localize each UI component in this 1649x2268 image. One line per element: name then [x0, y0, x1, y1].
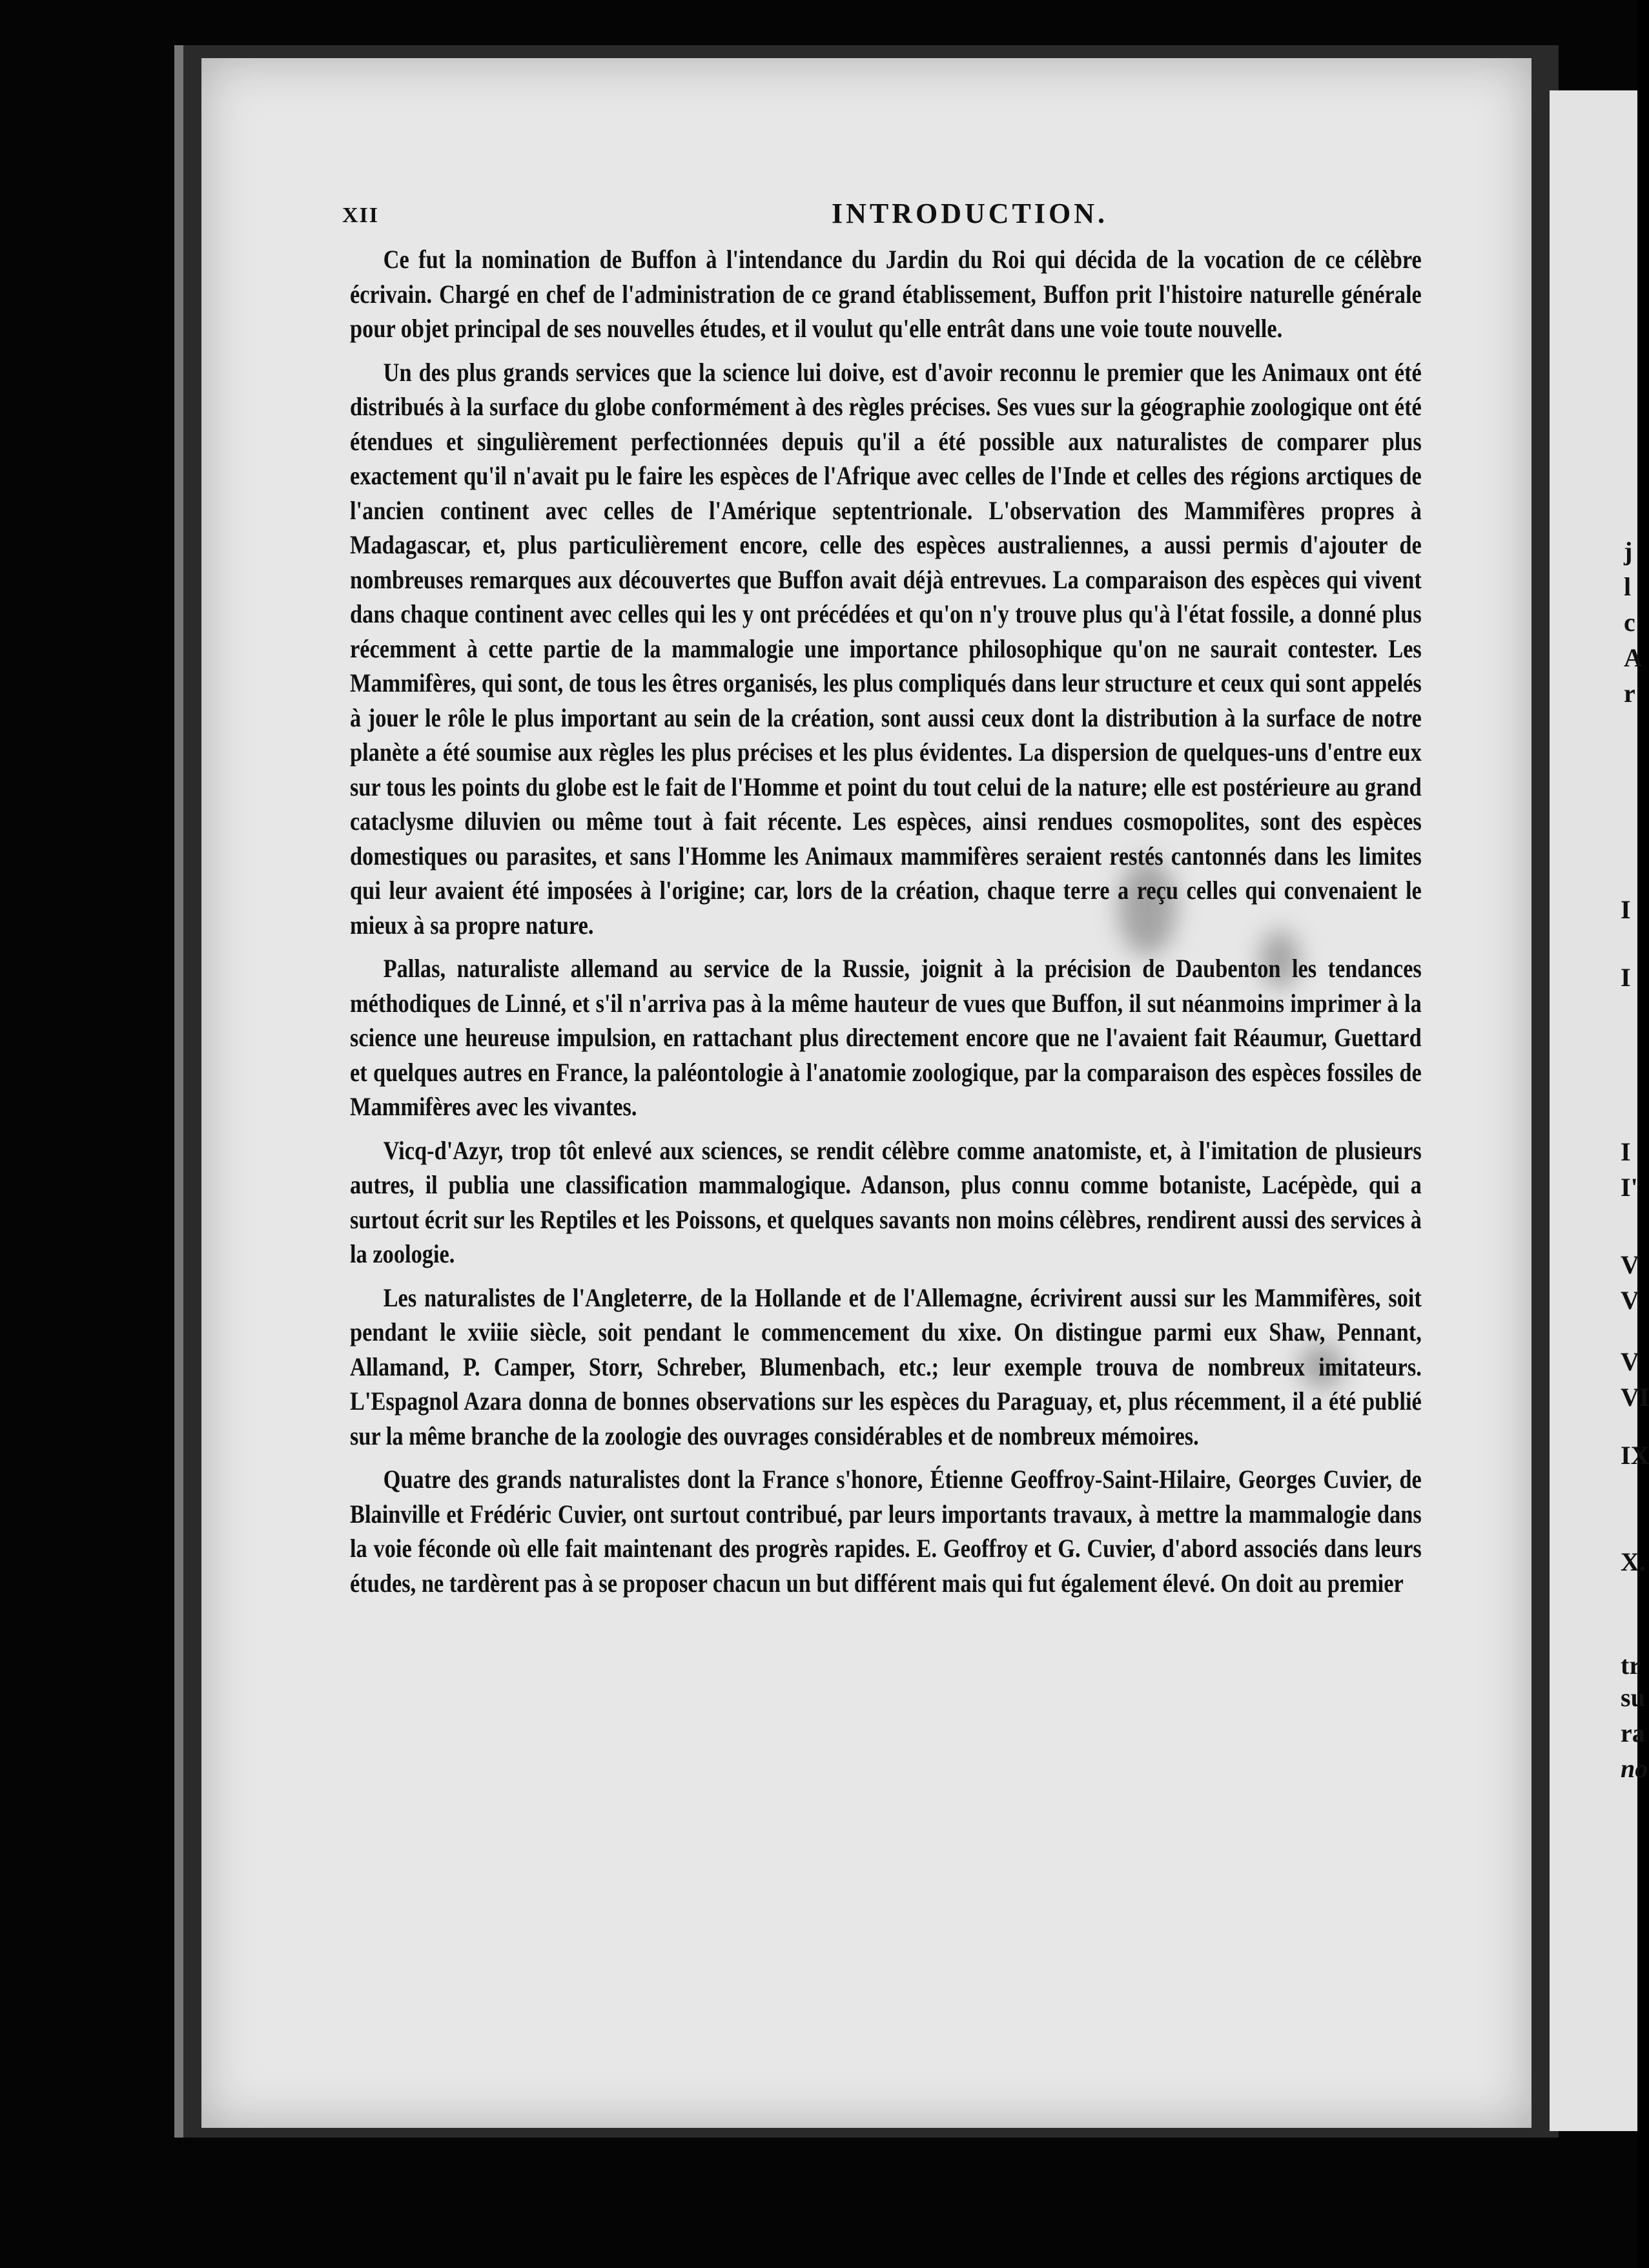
page-number: XII — [342, 203, 380, 227]
paragraph-6: Quatre des grands naturalistes dont la France s'honore, Étienne Geoffroy-Saint-Hilaire, Georges Cuvier, de Blainville et Frédéric Cuvier, ont surtout contribué, par leurs importants travaux, à mettre la mammalogie dans la voie féconde où elle fait maintenant des progrès rapides. E. Geoffroy et G. Cuvier, d'abord associés dans leurs études, ne tardèrent pas à se proposer chacun un but différent mais qui fut également élevé. On doit au premier — [350, 1465, 1422, 1598]
paragraph-5: Les naturalistes de l'Angleterre, de la Hollande et de l'Allemagne, écrivirent aussi sur les Mammifères, soit pendant le xviiie siècle, soit pendant le commencement du xixe. On distingue parmi eux Shaw, Pennant, Allamand, P. Camper, Storr, Schreber, Blumenbach, etc.; leur exemple trouva de nombreux imitateurs. L'Espagnol Azara donna de bonnes observations sur les espèces du Paraguay, et, plus récemment, il a été publié sur la même branche de la zoologie des ouvrages considérables et de nombreux mémoires. — [350, 1283, 1422, 1450]
right-page-fragment: I — [1621, 895, 1631, 924]
right-page-fragment: V — [1621, 1347, 1639, 1376]
right-page-fragment: tr — [1621, 1651, 1641, 1680]
right-page-fragment: X. — [1621, 1547, 1646, 1576]
paragraph-1: Ce fut la nomination de Buffon à l'intendance du Jardin du Roi qui décida de la vocation de ce célèbre écrivain. Chargé en chef de l'administration de ce grand établissement, Buffon prit l'histoire naturelle générale pour objet principal de ses nouvelles études, et il voulut qu'elle entrât dans une voie toute nouvelle. — [350, 245, 1422, 343]
right-page-edge — [1550, 90, 1649, 2131]
right-page-fragment: I' — [1621, 1173, 1638, 1202]
right-page-fragment: su — [1621, 1683, 1645, 1712]
running-head — [342, 197, 1422, 242]
right-page-fragment: IX — [1621, 1441, 1649, 1470]
page-content — [342, 197, 1422, 1609]
right-page-fragment: c — [1624, 608, 1635, 637]
paragraph-4: Vicq-d'Azyr, trop tôt enlevé aux sciences, se rendit célèbre comme anatomiste, et, à l'imitation de plusieurs autres, il publia une classification mammalogique. Adanson, plus connu comme botaniste, Lacépède, qui a surtout écrit sur les Reptiles et les Poissons, et quelques savants non moins célèbres, rendirent aussi des services à la zoologie. — [350, 1135, 1422, 1268]
page-title: INTRODUCTION. — [831, 198, 1109, 229]
right-page-fragment: j — [1624, 537, 1633, 566]
paragraph-3: Pallas, naturaliste allemand au service de la Russie, joignit à la précision de Daubenton les tendances méthodiques de Linné, et s'il n'arriva pas à la même hauteur de vues que Buffon, il sut néanmoins imprimer à la science une heureuse impulsion, en rattachant plus directement encore que ne l'avaient fait Réaumur, Guettard et quelques autres en France, la paléontologie à l'anatomie zoologique, par la comparaison des espèces fossiles de Mammifères avec les vivantes. — [350, 954, 1422, 1121]
right-page-fragment: VI — [1621, 1383, 1649, 1412]
right-page-fragment: V — [1621, 1286, 1639, 1315]
right-page-fragment: r — [1624, 679, 1635, 708]
right-page-fragment: no — [1621, 1754, 1648, 1783]
right-page-fragment: l — [1624, 572, 1632, 601]
right-page-fragment: ra — [1621, 1718, 1645, 1747]
paragraph-2: Un des plus grands services que la science lui doive, est d'avoir reconnu le premier que les Animaux ont été distribués à la surface du globe conformément à des règles précises. Ses vues sur la géographie zoologique ont été étendues et singulièrement perfectionnées depuis qu'il a été possible aux naturalistes de comparer plus exactement qu'il n'avait pu le faire les espèces de l'Afrique avec celles de l'Inde et celles des régions arctiques de l'ancien continent avec celles de l'Amérique septentrionale. L'observation des Mammifères propres à Madagascar, et, plus particulièrement encore, celle des espèces australiennes, a aussi permis d'ajouter de nombreuses remarques aux découvertes que Buffon avait déjà entrevues. La comparaison des espèces qui vivent dans chaque continent avec celles qui les y ont précédées et qu'on n'y trouve plus qu'à l'état fossile, a donné plus récemment à cette partie de la mammalogie une importance philosophique qu'on ne saurait contester. Les Mammifères, qui sont, de tous les êtres organisés, les plus compliqués dans leur structure et ceux qui sont appelés à jouer le rôle le plus important au sein de la création, sont aussi ceux dont la distribution à la surface de notre planète a été soumise aux règles les plus précises et les plus évidentes. La dispersion de quelques-uns d'entre eux sur tous les points du globe est le fait de l'Homme et point du tout celui de la nature; elle est postérieure au grand cataclysme diluvien ou même tout à fait récente. Les espèces, ainsi rendues cosmopolites, sont des espèces domestiques ou parasites, et sans l'Homme les Animaux mammifères seraient restés cantonnés dans les limites qui leur avaient été imposées à l'origine; car, lors de la création, chaque terre a reçu celles qui convenaient le mieux à sa propre nature. — [350, 357, 1422, 940]
right-page-fragment: V — [1621, 1250, 1639, 1279]
right-page-fragment: I — [1621, 1137, 1631, 1166]
left-page — [201, 58, 1531, 2128]
right-page-fragment: I — [1621, 963, 1631, 992]
right-page-fragment: A — [1624, 643, 1643, 672]
